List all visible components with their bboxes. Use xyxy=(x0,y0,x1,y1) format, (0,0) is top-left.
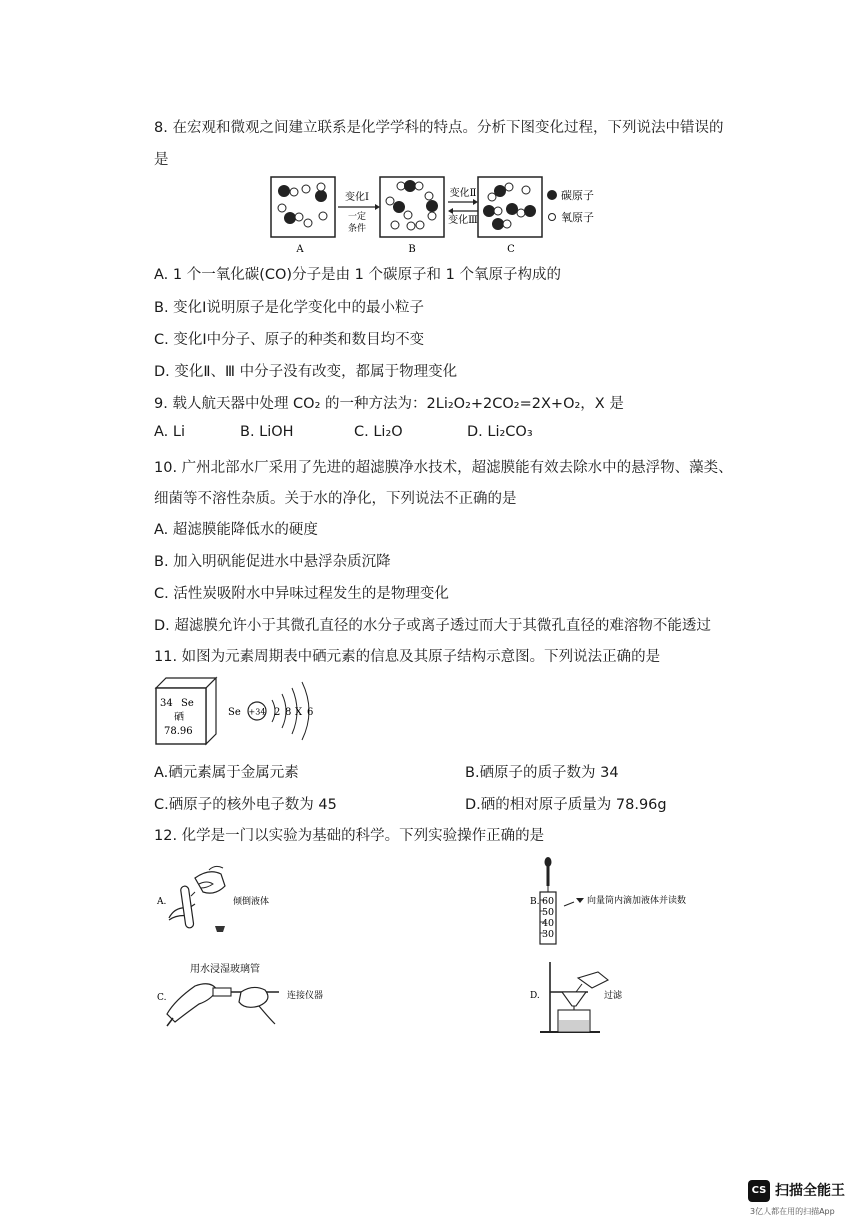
q12-figure-d xyxy=(528,958,658,1038)
q8-option-b: B. 变化Ⅰ说明原子是化学变化中的最小粒子 xyxy=(154,300,424,316)
q11-option-a: A.硒元素属于金属元素 xyxy=(154,765,299,781)
q11-option-d: D.硒的相对原子质量为 78.96g xyxy=(465,797,667,813)
q8-stem-line2: 是 xyxy=(154,152,169,168)
fig-b-letter: B. xyxy=(530,897,540,907)
box-a-label: A xyxy=(296,244,304,255)
box-b-label: B xyxy=(408,244,416,255)
fig-c-letter: C. xyxy=(157,993,167,1003)
footer-app-name: 扫描全能王 xyxy=(775,1183,845,1199)
q11-option-c: C.硒原子的核外电子数为 45 xyxy=(154,797,337,813)
q8-option-d: D. 变化Ⅱ、Ⅲ 中分子没有改变，都属于物理变化 xyxy=(154,364,458,380)
fig-c-title: 用水浸湿玻璃管 xyxy=(190,964,260,975)
q9-option-d: D. Li₂CO₃ xyxy=(467,424,533,440)
q9-option-c: C. Li₂O xyxy=(354,424,403,440)
q12-stem: 12. 化学是一门以实验为基础的科学。下列实验操作正确的是 xyxy=(154,828,545,844)
q8-option-c: C. 变化Ⅰ中分子、原子的种类和数目均不变 xyxy=(154,332,425,348)
q10-option-b: B. 加入明矾能促进水中悬浮杂质沉降 xyxy=(154,554,391,570)
fig-d-label: 过滤 xyxy=(604,991,623,1001)
element-mass: 78.96 xyxy=(164,726,193,737)
q11-option-b: B.硒原子的质子数为 34 xyxy=(465,765,619,781)
q8-stem-line1: 8. 在宏观和微观之间建立联系是化学学科的特点。分析下图变化过程，下列说法中错误的 xyxy=(154,120,724,136)
q9-option-a: A. Li xyxy=(154,424,185,440)
q11-selenium-figure xyxy=(150,676,330,748)
q11-stem: 11. 如图为元素周期表中硒元素的信息及其原子结构示意图。下列说法正确的是 xyxy=(154,649,661,665)
tick-50: 50 xyxy=(542,907,555,918)
shell-2: 8 xyxy=(285,707,292,718)
arrow1-top-label: 变化Ⅰ xyxy=(345,192,369,203)
arrow1-bottom-label-2: 条件 xyxy=(347,224,367,234)
q10-option-a: A. 超滤膜能降低水的硬度 xyxy=(154,522,318,538)
q10-option-d: D. 超滤膜允许小于其微孔直径的水分子或离子透过而大于其微孔直径的难溶物不能透过 xyxy=(154,618,711,634)
atom-symbol: Se xyxy=(228,707,241,718)
element-number: 34 xyxy=(160,698,173,709)
box-a-particles xyxy=(278,183,327,227)
fig-a-letter: A. xyxy=(157,897,167,907)
fig-b-label: 向量筒内滴加液体并读数 xyxy=(587,896,687,906)
tick-40: 40 xyxy=(542,918,555,929)
fig-c-label: 连接仪器 xyxy=(287,991,324,1001)
element-name: 硒 xyxy=(174,712,184,723)
box-b-particles xyxy=(386,180,438,230)
shell-4: 6 xyxy=(307,707,314,718)
tick-30: 30 xyxy=(542,929,555,940)
nucleus-charge: +34 xyxy=(248,707,266,717)
arrow2-bottom-label: 变化Ⅲ xyxy=(448,215,478,226)
q12-figure-b xyxy=(528,854,713,949)
footer-tagline: 3亿人都在用的扫描App xyxy=(750,1207,835,1216)
element-symbol: Se xyxy=(181,698,194,709)
fig-a-label: 倾倒液体 xyxy=(233,897,270,907)
q10-stem-line1: 10. 广州北部水厂采用了先进的超滤膜净水技术，超滤膜能有效去除水中的悬浮物、藻类、 xyxy=(154,460,733,476)
arrow1-bottom-label-1: 一定 xyxy=(347,212,367,222)
q12-figure-a xyxy=(155,856,295,936)
box-c-particles xyxy=(483,183,536,230)
fig-d-letter: D. xyxy=(530,991,540,1001)
legend-carbon: 碳原子 xyxy=(561,189,594,202)
tick-60: 60 xyxy=(542,896,555,907)
q10-option-c: C. 活性炭吸附水中异味过程发生的是物理变化 xyxy=(154,586,449,602)
camscanner-logo: CS xyxy=(748,1180,770,1202)
q12-figure-c xyxy=(155,960,335,1028)
shell-1: 2 xyxy=(274,707,281,718)
q8-molecule-figure xyxy=(268,173,608,255)
legend-oxygen: 氧原子 xyxy=(561,211,594,224)
q10-stem-line2: 细菌等不溶性杂质。关于水的净化，下列说法不正确的是 xyxy=(154,491,517,507)
shell-3: X xyxy=(295,707,303,718)
q9-stem: 9. 载人航天器中处理 CO₂ 的一种方法为：2Li₂O₂+2CO₂=2X+O₂，X 是 xyxy=(154,396,624,412)
arrow2-top-label: 变化Ⅱ xyxy=(449,188,477,199)
box-c-label: C xyxy=(507,244,515,255)
q9-option-b: B. LiOH xyxy=(240,424,294,440)
q8-option-a: A. 1 个一氧化碳(CO)分子是由 1 个碳原子和 1 个氧原子构成的 xyxy=(154,267,561,283)
